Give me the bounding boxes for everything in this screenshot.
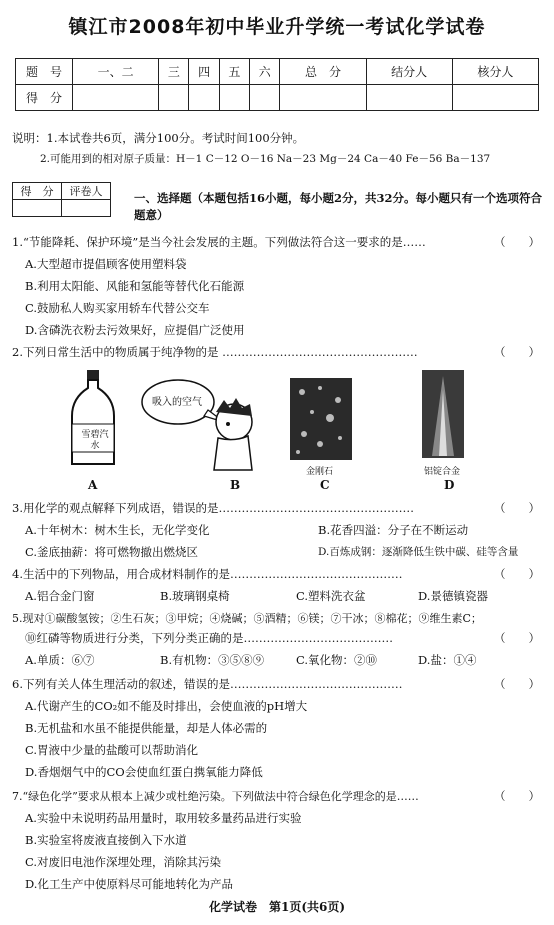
soda-bottle-image [68,368,118,468]
q2-stem: 2.下列日常生活中的物质属于纯净物的是 …………………………………………… [12,345,418,359]
q2-label-d[interactable]: D [444,478,455,492]
answer-paren[interactable]: （ ） [494,789,540,803]
score-header-cell: 四 [189,59,219,85]
score-cell[interactable] [280,85,366,111]
boy-breathing-image [138,372,258,472]
q1-option-a[interactable]: A.大型超市提倡顾客使用塑料袋 [25,257,187,271]
q6-option-c[interactable]: C.胃液中少量的盐酸可以帮助消化 [25,743,199,757]
q4-option-c[interactable]: C.塑料洗衣盆 [296,589,366,603]
grader-score-cell[interactable] [13,200,62,217]
score-header-cell: 三 [159,59,189,85]
grader-score-label: 得 分 [13,183,62,200]
score-cell[interactable] [452,85,538,111]
q4-option-a[interactable]: A.铝合金门窗 [25,589,95,603]
diamond-image [290,378,352,460]
q4-option-d[interactable]: D.景德镇瓷器 [418,589,488,603]
q6-stem: 6.下列有关人体生理活动的叙述，错误的是……………………………………… [12,677,403,691]
answer-paren[interactable]: （ ） [494,677,540,691]
exam-title: 镇江市2008年初中毕业升学统一考试化学试卷 [68,16,486,38]
score-cell[interactable] [73,85,159,111]
q3-option-a[interactable]: A.十年树木：树木生长，无化学变化 [25,523,210,537]
q7-option-a[interactable]: A.实验中未说明药品用量时，取用较多量药品进行实验 [25,811,302,825]
q1-stem: 1.“节能降耗、保护环境”是当今社会发展的主题。下列做法符合这一要求的是…… [12,235,426,249]
alloy-caption: 铝锭合金 [424,467,461,477]
q1-option-c[interactable]: C.鼓励私人购买家用轿车代替公交车 [25,301,210,315]
answer-paren[interactable]: （ ） [494,567,540,581]
answer-paren[interactable]: （ ） [494,345,540,359]
score-cell[interactable] [366,85,452,111]
alloy-image [422,370,464,458]
score-header-cell: 总 分 [280,59,366,85]
grader-table [12,182,111,217]
q6-option-d[interactable]: D.香烟烟气中的CO会使血红蛋白携氧能力降低 [25,765,263,779]
q4-option-b[interactable]: B.玻璃钢桌椅 [160,589,230,603]
q7-option-d[interactable]: D.化工生产中使原料尽可能地转化为产品 [25,877,233,891]
score-header-cell: 一、二 [73,59,159,85]
q2-label-b[interactable]: B [230,478,241,492]
section-heading: 一、选择题（本题包括16小题，每小题2分，共32分。每小题只有一个选项符合题意） [134,191,543,222]
q2-label-c[interactable]: C [320,478,330,492]
q5-stem-line-2: ⑩红磷等物质进行分类，下列分类正确的是………………………………… [25,631,393,645]
q5-option-c[interactable]: C.氧化物：②⑩ [296,653,378,667]
q3-option-b[interactable]: B.花香四溢：分子在不断运动 [318,523,469,537]
score-cell[interactable] [250,85,280,111]
diamond-caption: 金刚石 [306,467,334,477]
q6-option-b[interactable]: B.无机盐和水虽不能提供能量，却是人体必需的 [25,721,268,735]
score-cell[interactable] [159,85,189,111]
answer-paren[interactable]: （ ） [494,235,540,249]
note-line-1: 说明：1.本试卷共6页，满分100分。考试时间100分钟。 [12,131,305,145]
q1-option-d[interactable]: D.含磷洗衣粉去污效果好，应提倡广泛使用 [25,323,245,337]
page-footer: 化学试卷 第1页(共6页) [208,900,346,914]
grader-reviewer-label: 评卷人 [62,183,111,200]
q3-option-d[interactable]: D.百炼成钢：逐渐降低生铁中碳、硅等含量 [318,546,519,558]
q6-option-a[interactable]: A.代谢产生的CO₂如不能及时排出，会使血液的pH增大 [25,699,308,713]
score-value-row [16,85,539,111]
answer-paren[interactable]: （ ） [494,631,540,645]
q4-stem: 4.生活中的下列物品，用合成材料制作的是……………………………………… [12,567,403,581]
score-row-label: 得 分 [16,85,73,111]
score-header-cell: 核分人 [452,59,538,85]
answer-paren[interactable]: （ ） [494,501,540,515]
score-table [15,58,539,111]
q1-option-b[interactable]: B.利用太阳能、风能和氢能等替代化石能源 [25,279,245,293]
score-cell[interactable] [189,85,219,111]
q7-stem: 7.“绿色化学”要求从根本上减少或杜绝污染。下列做法中符合绿色化学理念的是…… [12,790,419,803]
q7-option-b[interactable]: B.实验室将废液直接倒入下水道 [25,833,187,847]
score-header-cell: 题 号 [16,59,73,85]
q5-option-a[interactable]: A.单质：⑥⑦ [25,653,95,667]
score-header-cell: 结分人 [366,59,452,85]
q7-option-c[interactable]: C.对废旧电池作深埋处理，消除其污染 [25,855,222,869]
score-header-cell: 六 [250,59,280,85]
score-cell[interactable] [219,85,249,111]
q3-option-c[interactable]: C.釜底抽薪：将可燃物撤出燃烧区 [25,545,199,559]
q5-stem-line-1: 5.现对①碳酸氢铵；②生石灰；③甲烷；④烧碱；⑤酒精；⑥镁；⑦干冰；⑧棉花；⑨维生素C； [12,612,482,625]
q5-option-d[interactable]: D.盐：①④ [418,653,477,667]
score-header-cell: 五 [219,59,249,85]
q2-label-a[interactable]: A [88,478,98,492]
bubble-text: 吸入的空气 [152,397,202,408]
grader-reviewer-cell[interactable] [62,200,111,217]
q5-option-b[interactable]: B.有机物：③⑤⑧⑨ [160,653,265,667]
score-header-row [16,59,539,85]
bottle-label: 雪碧汽水 [81,430,109,451]
note-line-2: 2.可能用到的相对原子质量：H－1 C－12 O－16 Na－23 Mg－24 Ca－40 Fe－56 Ba－137 [40,153,491,165]
q3-stem: 3.用化学的观点解释下列成语，错误的是…………………………………………… [12,501,414,515]
